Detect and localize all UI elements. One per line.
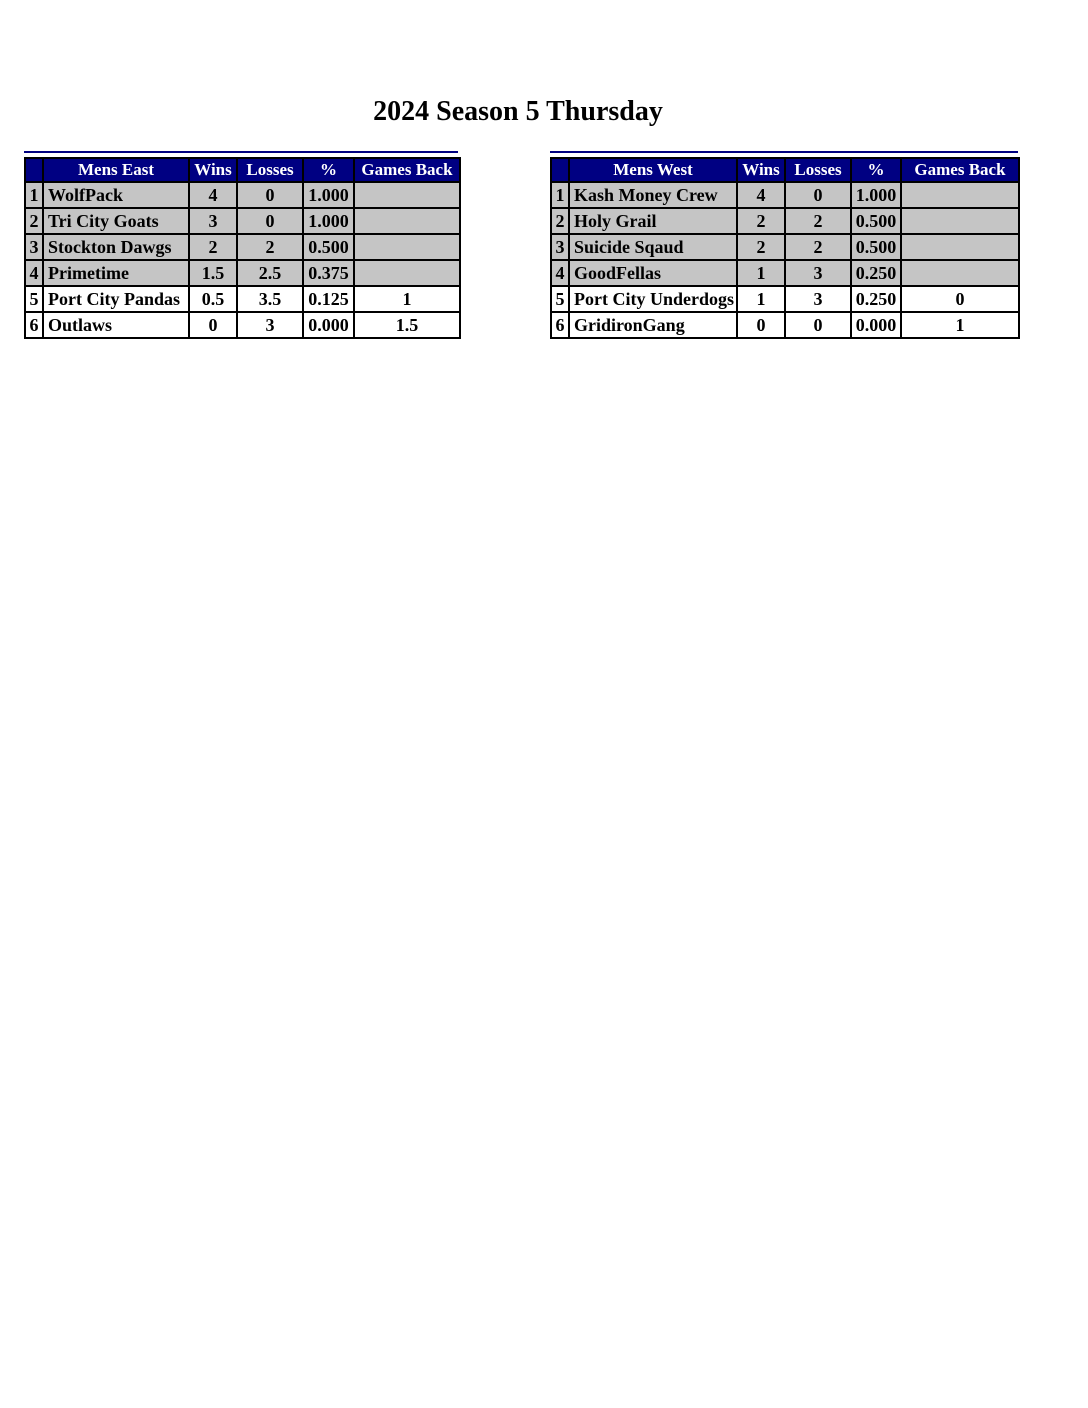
wins-column-header: Wins (189, 158, 237, 182)
games-back-cell (901, 208, 1019, 234)
rank-cell: 5 (551, 286, 569, 312)
wins-cell: 0.5 (189, 286, 237, 312)
team-name-cell: Port City Pandas (43, 286, 189, 312)
standings-rows (25, 182, 460, 338)
games-back-cell (901, 234, 1019, 260)
standings-row (551, 208, 1019, 234)
standings-table-mens-east (24, 157, 461, 339)
wins-cell: 1 (737, 286, 785, 312)
rank-cell: 4 (551, 260, 569, 286)
games-back-cell (354, 182, 460, 208)
east-table-top-rule (24, 151, 458, 153)
pct-cell: 0.500 (851, 234, 901, 260)
team-name-cell: Tri City Goats (43, 208, 189, 234)
team-name-cell: WolfPack (43, 182, 189, 208)
wins-cell: 4 (737, 182, 785, 208)
losses-column-header: Losses (237, 158, 303, 182)
losses-cell: 0 (785, 312, 851, 338)
games-back-cell: 1.5 (354, 312, 460, 338)
standings-row (25, 312, 460, 338)
losses-cell: 2.5 (237, 260, 303, 286)
pct-cell: 0.500 (303, 234, 354, 260)
wins-cell: 0 (737, 312, 785, 338)
rank-cell: 4 (25, 260, 43, 286)
team-name-cell: Primetime (43, 260, 189, 286)
pct-cell: 0.000 (851, 312, 901, 338)
rank-cell: 2 (551, 208, 569, 234)
losses-cell: 2 (237, 234, 303, 260)
standings-table-mens-west (550, 157, 1020, 339)
standings-row (551, 260, 1019, 286)
games-back-cell: 0 (901, 286, 1019, 312)
header-row (551, 158, 1019, 182)
wins-cell: 2 (737, 208, 785, 234)
standings-row (551, 312, 1019, 338)
losses-cell: 3.5 (237, 286, 303, 312)
rank-cell: 1 (551, 182, 569, 208)
rank-column-header (25, 158, 43, 182)
games-back-column-header: Games Back (354, 158, 460, 182)
rank-cell: 1 (25, 182, 43, 208)
pct-cell: 0.250 (851, 286, 901, 312)
standings-rows (551, 182, 1019, 338)
standings-row (25, 260, 460, 286)
division-column-header: Mens East (43, 158, 189, 182)
losses-cell: 0 (785, 182, 851, 208)
pct-column-header: % (303, 158, 354, 182)
games-back-column-header: Games Back (901, 158, 1019, 182)
wins-cell: 2 (189, 234, 237, 260)
losses-column-header: Losses (785, 158, 851, 182)
games-back-cell (354, 208, 460, 234)
games-back-cell (354, 260, 460, 286)
wins-column-header: Wins (737, 158, 785, 182)
pct-cell: 1.000 (303, 208, 354, 234)
games-back-cell (901, 260, 1019, 286)
standings-row (25, 286, 460, 312)
wins-cell: 1.5 (189, 260, 237, 286)
standings-row (25, 208, 460, 234)
wins-cell: 3 (189, 208, 237, 234)
games-back-cell (354, 234, 460, 260)
pct-cell: 1.000 (303, 182, 354, 208)
team-name-cell: Outlaws (43, 312, 189, 338)
header-row (25, 158, 460, 182)
rank-cell: 5 (25, 286, 43, 312)
rank-cell: 6 (551, 312, 569, 338)
rank-cell: 3 (551, 234, 569, 260)
pct-cell: 1.000 (851, 182, 901, 208)
west-table-top-rule (550, 151, 1018, 153)
wins-cell: 4 (189, 182, 237, 208)
pct-column-header: % (851, 158, 901, 182)
team-name-cell: Kash Money Crew (569, 182, 737, 208)
wins-cell: 2 (737, 234, 785, 260)
losses-cell: 0 (237, 208, 303, 234)
team-name-cell: Stockton Dawgs (43, 234, 189, 260)
team-name-cell: GoodFellas (569, 260, 737, 286)
team-name-cell: Holy Grail (569, 208, 737, 234)
page-title: 2024 Season 5 Thursday (373, 96, 663, 127)
rank-cell: 3 (25, 234, 43, 260)
wins-cell: 1 (737, 260, 785, 286)
standings-row (551, 182, 1019, 208)
rank-column-header (551, 158, 569, 182)
team-name-cell: Suicide Sqaud (569, 234, 737, 260)
games-back-cell: 1 (901, 312, 1019, 338)
team-name-cell: Port City Underdogs (569, 286, 737, 312)
losses-cell: 3 (785, 286, 851, 312)
rank-cell: 6 (25, 312, 43, 338)
standings-row (551, 286, 1019, 312)
wins-cell: 0 (189, 312, 237, 338)
rank-cell: 2 (25, 208, 43, 234)
division-column-header: Mens West (569, 158, 737, 182)
games-back-cell (901, 182, 1019, 208)
standings-row (551, 234, 1019, 260)
pct-cell: 0.250 (851, 260, 901, 286)
games-back-cell: 1 (354, 286, 460, 312)
pct-cell: 0.375 (303, 260, 354, 286)
losses-cell: 3 (237, 312, 303, 338)
losses-cell: 0 (237, 182, 303, 208)
pct-cell: 0.125 (303, 286, 354, 312)
standings-row (25, 234, 460, 260)
losses-cell: 3 (785, 260, 851, 286)
pct-cell: 0.000 (303, 312, 354, 338)
standings-row (25, 182, 460, 208)
team-name-cell: GridironGang (569, 312, 737, 338)
losses-cell: 2 (785, 208, 851, 234)
pct-cell: 0.500 (851, 208, 901, 234)
losses-cell: 2 (785, 234, 851, 260)
